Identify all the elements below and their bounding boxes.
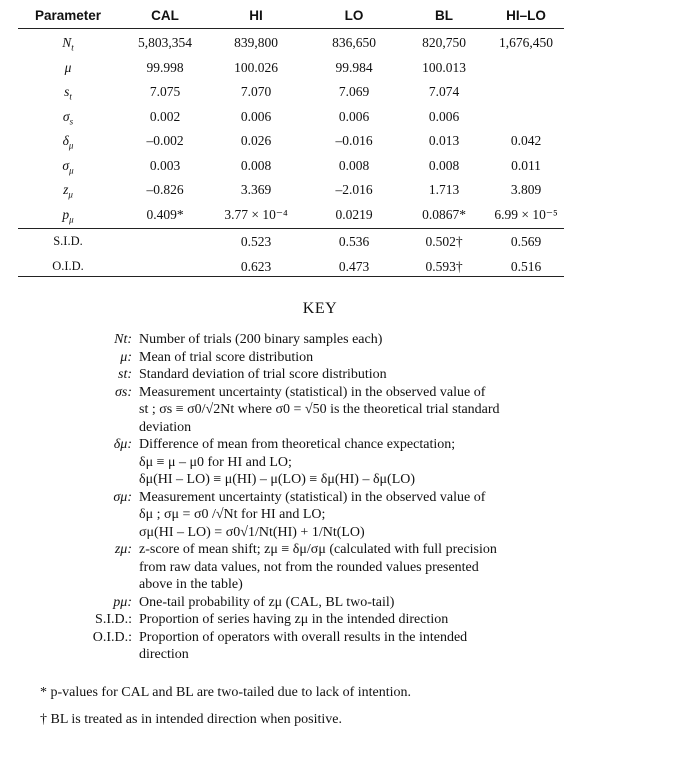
table-row bbox=[18, 30, 564, 55]
table-cell: 3.369 bbox=[240, 182, 272, 197]
key-description bbox=[139, 366, 546, 384]
key-description-line: Proportion of operators with overall results in the intended bbox=[139, 629, 468, 645]
table-cell: 0.409* bbox=[146, 206, 184, 222]
key-item bbox=[70, 331, 546, 349]
table-cell: 0.008 bbox=[428, 157, 460, 173]
key-item bbox=[70, 629, 546, 664]
key-description bbox=[139, 384, 546, 437]
table-body bbox=[18, 30, 564, 226]
key-item bbox=[70, 489, 546, 542]
key-description-line: st ; σs ≡ σ0/√2Nt where σ0 = √50 is the theoretical trial standard bbox=[139, 402, 500, 417]
table-cell: 0.011 bbox=[511, 157, 541, 173]
row-symbol: $s_t$ bbox=[64, 84, 72, 102]
key-item bbox=[70, 349, 546, 367]
symbol-subscript: t bbox=[69, 91, 72, 102]
key-item bbox=[70, 611, 546, 629]
table-cell: 7.075 bbox=[149, 84, 181, 99]
table-cell: 0.523 bbox=[240, 234, 272, 249]
table-header-row bbox=[18, 2, 564, 27]
key-term: S.I.D.: bbox=[95, 612, 132, 627]
header-hi: HI bbox=[249, 8, 263, 23]
key-item bbox=[70, 366, 546, 384]
table-cell: 0.003 bbox=[149, 157, 181, 173]
table-cell: 0.042 bbox=[510, 133, 542, 148]
header-parameter: Parameter bbox=[34, 8, 102, 23]
summary-label: O.I.D. bbox=[52, 258, 84, 273]
key-description-line: Number of trials (200 binary samples each) bbox=[139, 332, 383, 347]
key-term: μ: bbox=[120, 349, 132, 365]
table-row bbox=[18, 79, 564, 104]
table-cell: 0.013 bbox=[428, 133, 460, 148]
key-description-line: Measurement uncertainty (statistical) in the observed value of bbox=[139, 384, 486, 400]
key-title: KEY bbox=[302, 300, 338, 317]
table-cell: –0.016 bbox=[335, 133, 373, 148]
key-item bbox=[70, 436, 546, 489]
summary-row bbox=[18, 229, 564, 254]
key-term: pμ: bbox=[113, 594, 132, 610]
table-cell: 0.569 bbox=[510, 234, 542, 249]
table-cell: 3.809 bbox=[510, 182, 542, 197]
table-row bbox=[18, 202, 564, 227]
table-cell: 0.502† bbox=[425, 234, 463, 249]
key-item bbox=[70, 594, 546, 612]
key-description-line: Proportion of series having zμ in the intended direction bbox=[139, 612, 449, 627]
key-description-line: above in the table) bbox=[139, 577, 243, 592]
key-item bbox=[70, 384, 546, 437]
key-term: σs: bbox=[114, 384, 132, 400]
symbol-subscript: μ bbox=[68, 189, 73, 200]
row-symbol: $N_t$ bbox=[62, 35, 74, 53]
key-term: st: bbox=[118, 367, 132, 382]
footnote-asterisk: * p-values for CAL and BL are two-tailed due to lack of intention. bbox=[40, 685, 412, 700]
symbol-subscript: t bbox=[71, 42, 74, 53]
table-cell: 99.998 bbox=[146, 59, 184, 75]
key-description bbox=[139, 611, 546, 629]
symbol-subscript: s bbox=[69, 116, 74, 127]
table-cell: 3.77 × 10⁻⁴ bbox=[224, 206, 288, 222]
table-cell: 0.623 bbox=[240, 258, 272, 274]
table-summary bbox=[18, 229, 564, 278]
footnote-dagger: † BL is treated as in intended direction when positive. bbox=[40, 712, 342, 727]
key-description-line: Standard deviation of trial score distribution bbox=[139, 367, 387, 382]
table-cell: 0.0867* bbox=[422, 206, 466, 222]
table-cell: 100.013 bbox=[422, 59, 466, 75]
table-cell: 0.026 bbox=[240, 133, 272, 148]
table-cell: 836,650 bbox=[332, 35, 376, 50]
table-cell: 0.536 bbox=[338, 234, 370, 249]
table-cell: 0.473 bbox=[338, 258, 370, 274]
key-description-line: Measurement uncertainty (statistical) in the observed value of bbox=[139, 489, 486, 505]
key-description-line: δμ(HI – LO) ≡ μ(HI) – μ(LO) ≡ δμ(HI) – δμ(LO) bbox=[139, 472, 416, 487]
table-row bbox=[18, 104, 564, 129]
table-cell: 0.002 bbox=[149, 108, 181, 124]
table-cell: –0.826 bbox=[146, 182, 184, 197]
row-symbol: $\sigma_\mu$ bbox=[62, 157, 74, 176]
symbol-subscript: μ bbox=[68, 140, 74, 151]
key-item bbox=[70, 541, 546, 594]
table-cell: 0.008 bbox=[240, 157, 272, 173]
key-description-line: σμ(HI – LO) = σ0√1/Nt(HI) + 1/Nt(LO) bbox=[139, 524, 365, 540]
table-cell: 839,800 bbox=[234, 35, 278, 50]
row-symbol: μ bbox=[64, 59, 72, 75]
header-lo: LO bbox=[344, 8, 364, 23]
table-cell: 820,750 bbox=[422, 35, 466, 50]
table-cell: 7.070 bbox=[240, 84, 272, 99]
key-description bbox=[139, 349, 546, 367]
key-description bbox=[139, 594, 546, 612]
key-description-line: direction bbox=[139, 647, 189, 662]
key-description bbox=[139, 331, 546, 349]
header-bl: BL bbox=[435, 8, 453, 23]
row-symbol: $z_\mu$ bbox=[63, 182, 73, 200]
header-hi-lo: HI–LO bbox=[506, 8, 546, 23]
key-description bbox=[139, 541, 546, 594]
table-cell: 0.006 bbox=[240, 108, 272, 124]
table-cell: 0.593† bbox=[425, 258, 463, 274]
key-description-line: Difference of mean from theoretical chance expectation; bbox=[139, 437, 456, 452]
table-cell: 7.069 bbox=[338, 84, 370, 99]
key-term: σμ: bbox=[113, 489, 132, 505]
key-description-line: δμ ; σμ = σ0 /√Nt for HI and LO; bbox=[139, 507, 326, 522]
table-row bbox=[18, 55, 564, 80]
row-symbol: $\sigma_s$ bbox=[62, 108, 74, 127]
header-rule bbox=[18, 28, 564, 29]
table-cell: 0.0219 bbox=[335, 206, 373, 222]
symbol-subscript: μ bbox=[69, 165, 74, 176]
table-cell: 0.006 bbox=[428, 108, 460, 124]
key-description bbox=[139, 489, 546, 542]
summary-row bbox=[18, 254, 564, 279]
key-term: Nt: bbox=[114, 332, 132, 347]
table-cell: 0.006 bbox=[338, 108, 370, 124]
table-cell: 1.713 bbox=[428, 182, 460, 197]
table-cell: 6.99 × 10⁻⁵ bbox=[494, 206, 558, 222]
key-description-line: from raw data values, not from the rounded values presented bbox=[139, 559, 479, 575]
table-cell: –2.016 bbox=[335, 182, 373, 197]
table-row bbox=[18, 153, 564, 178]
table-cell: 100.026 bbox=[234, 59, 278, 75]
table-cell: 99.984 bbox=[335, 59, 373, 75]
table-cell: 7.074 bbox=[428, 84, 460, 99]
key-description-line: δμ ≡ μ – μ0 for HI and LO; bbox=[139, 454, 292, 470]
table-cell: 5,803,354 bbox=[138, 35, 192, 50]
key-description bbox=[139, 436, 546, 489]
key-description-line: z-score of mean shift; zμ ≡ δμ/σμ (calculated with full precision bbox=[139, 542, 497, 557]
key-description-line: Mean of trial score distribution bbox=[139, 349, 314, 365]
key-term: O.I.D.: bbox=[92, 629, 132, 645]
key-term: zμ: bbox=[114, 542, 132, 557]
summary-label: S.I.D. bbox=[53, 234, 83, 248]
table-row bbox=[18, 128, 564, 153]
table-cell: 1,676,450 bbox=[499, 35, 553, 50]
results-table bbox=[18, 2, 564, 27]
key-list bbox=[70, 331, 546, 664]
table-cell: 0.516 bbox=[510, 258, 542, 274]
symbol-subscript: μ bbox=[69, 214, 74, 225]
key-description-line: One-tail probability of zμ (CAL, BL two-tail) bbox=[139, 594, 395, 610]
row-symbol: $\delta_\mu$ bbox=[62, 133, 74, 151]
key-term: δμ: bbox=[113, 437, 132, 452]
table-cell: –0.002 bbox=[146, 133, 184, 148]
header-cal: CAL bbox=[151, 8, 179, 23]
key-description bbox=[139, 629, 546, 664]
table-row bbox=[18, 177, 564, 202]
table-cell: 0.008 bbox=[338, 157, 370, 173]
row-symbol: $p_\mu$ bbox=[62, 206, 74, 225]
key-description-line: deviation bbox=[139, 419, 192, 435]
